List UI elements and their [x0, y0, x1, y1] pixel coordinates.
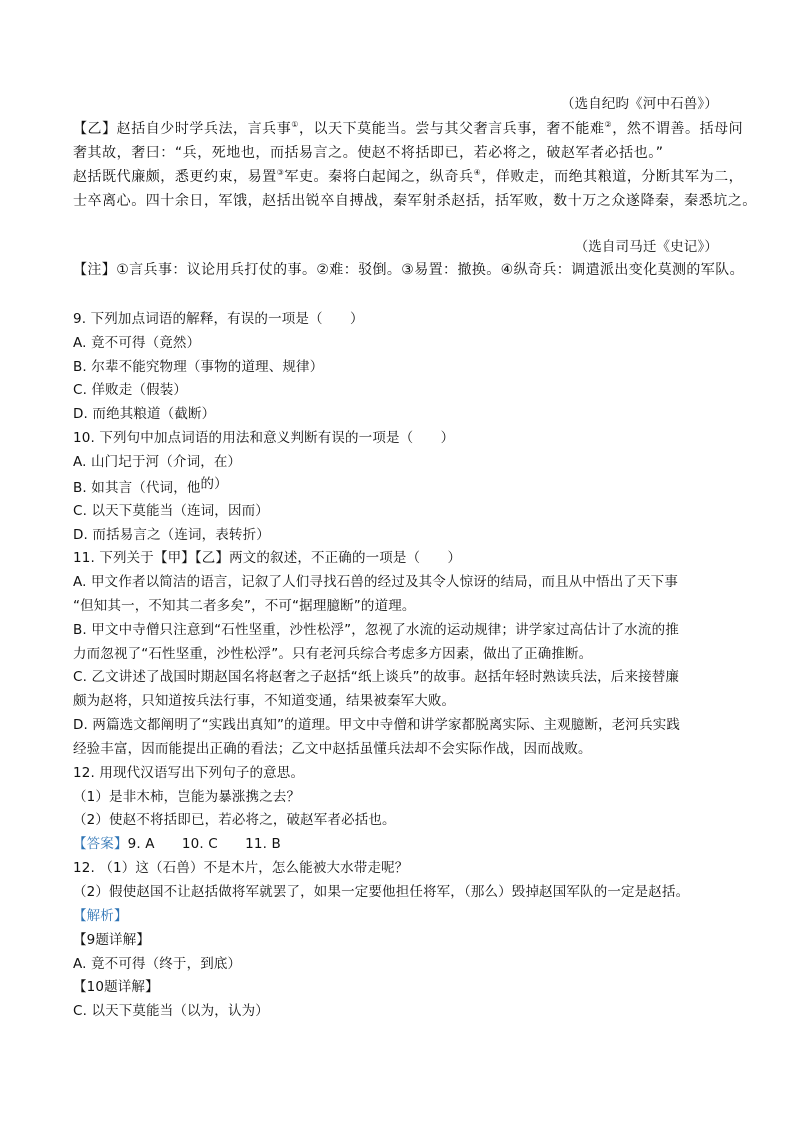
footnote-mark-2: ②: [604, 120, 613, 129]
question-9-option-c: C. 佯败走（假装）: [73, 382, 188, 398]
question-12-sentence-1: （1）是非木柿，岂能为暴涨携之去？: [73, 789, 301, 805]
question-9-option-d: D. 而绝其粮道（截断）: [73, 406, 216, 422]
analysis-9-heading: 【9题详解】: [73, 932, 150, 948]
question-11-option-d-line-1: D. 两篇选文都阐明了“实践出真知”的道理。甲文中寺僧和讲学家都脱离实际、主观臆断，老河兵实践: [73, 717, 681, 733]
question-10-stem: 10. 下列句中加点词语的用法和意义判断有误的一项是（ ）: [73, 430, 455, 446]
question-11-option-c-line-2: 颇为赵将，只知道按兵法行事，不知道变通，结果被秦军大败。: [73, 693, 456, 709]
answer-12-part-2: （2）假使赵国不让赵括做将军就罢了，如果一定要他担任将军，（那么）毁掉赵国军队的一定是赵括。: [73, 884, 690, 900]
question-10-option-b: B. 如其言（代词，他的）: [73, 476, 228, 496]
question-11-option-b-line-2: 力而忽视了“石性坚重，沙性松浮”。只有老河兵综合考虑多方因素，做出了正确推断。: [73, 646, 593, 662]
source-citation-1: （选自纪昀《河中石兽》）: [560, 96, 718, 112]
passage-yi-line-2: 奢其故，奢曰：“兵，死地也，而括易言之。使赵不将括即已，若必将之，破赵军者必括也。”: [73, 145, 664, 161]
analysis-9-text: A. 竟不可得（终于，到底）: [73, 956, 242, 972]
answer-12-part-1: 12. （1）这（石兽）不是木片，怎么能被大水带走呢？: [73, 860, 409, 876]
passage-yi-line-1: 【乙】赵括自少时学兵法，言兵事①，以天下莫能当。尝与其父奢言兵事，奢不能难②，然不谓善。括母问: [73, 120, 744, 137]
question-10-option-d: D. 而括易言之（连词，表转折）: [73, 527, 270, 543]
footnote-mark-3: ③: [276, 168, 285, 177]
question-11-stem: 11. 下列关于【甲】【乙】两文的叙述，不正确的一项是（ ）: [73, 550, 462, 566]
footnote-mark-1: ①: [291, 120, 299, 129]
analysis-10-heading: 【10题详解】: [73, 979, 159, 995]
question-11-option-b-line-1: B. 甲文中寺僧只注意到“石性坚重，沙性松浮”，忽视了水流的运动规律；讲学家过高估计了水流的推: [73, 622, 679, 638]
footnote-mark-4: ④: [473, 168, 482, 177]
answer-tag: 【答案】: [73, 836, 128, 852]
question-11-option-c-line-1: C. 乙文讲述了战国时期赵国名将赵奢之子赵括“纸上谈兵”的故事。赵括年轻时熟读兵法，后来接替廉: [73, 669, 680, 685]
footnote-text: 【注】①言兵事：议论用兵打仗的事。②难：驳倒。③易置：撤换。④纵奇兵：调遣派出变化莫测的军队。: [73, 262, 745, 278]
source-citation-2: （选自司马迁《史记》）: [574, 239, 718, 255]
question-9-option-b: B. 尔辈不能究物理（事物的道理、规律）: [73, 359, 324, 375]
question-9-stem: 9. 下列加点词语的解释，有误的一项是（ ）: [73, 311, 364, 327]
question-10-option-a: A. 山门圮于河（介词，在）: [73, 454, 242, 470]
analysis-10-text: C. 以天下莫能当（以为，认为）: [73, 1003, 269, 1019]
question-11-option-d-line-2: 经验丰富，因而能提出正确的看法；乙文中赵括虽懂兵法却不会实际作战，因而战败。: [73, 741, 592, 757]
question-12-sentence-2: （2）使赵不将括即已，若必将之，破赵军者必括也。: [73, 812, 396, 828]
question-12-stem: 12. 用现代汉语写出下列句子的意思。: [73, 765, 305, 781]
question-11-option-a-line-1: A. 甲文作者以简洁的语言，记叙了人们寻找石兽的经过及其令人惊讶的结局，而且从中悟出了天下事: [73, 574, 678, 590]
answer-line: 【答案】9. A 10. C 11. B: [73, 836, 281, 852]
analysis-tag: 【解析】: [73, 908, 128, 924]
passage-yi-line-4: 士卒离心。四十余日，军饿，赵括出锐卒自搏战，秦军射杀赵括，括军败，数十万之众遂降秦，秦悉坑之。: [73, 193, 757, 209]
passage-yi-line-3: 赵括既代廉颇，悉更约束，易置③军吏。秦将白起闻之，纵奇兵④，佯败走，而绝其粮道，分断其军为二，: [73, 168, 744, 185]
question-9-option-a: A. 竟不可得（竟然）: [73, 335, 201, 351]
question-11-option-a-line-2: “但知其一，不知其二者多矣”，不可“据理臆断”的道理。: [73, 598, 416, 614]
question-10-option-c: C. 以天下莫能当（连词，因而）: [73, 503, 269, 519]
